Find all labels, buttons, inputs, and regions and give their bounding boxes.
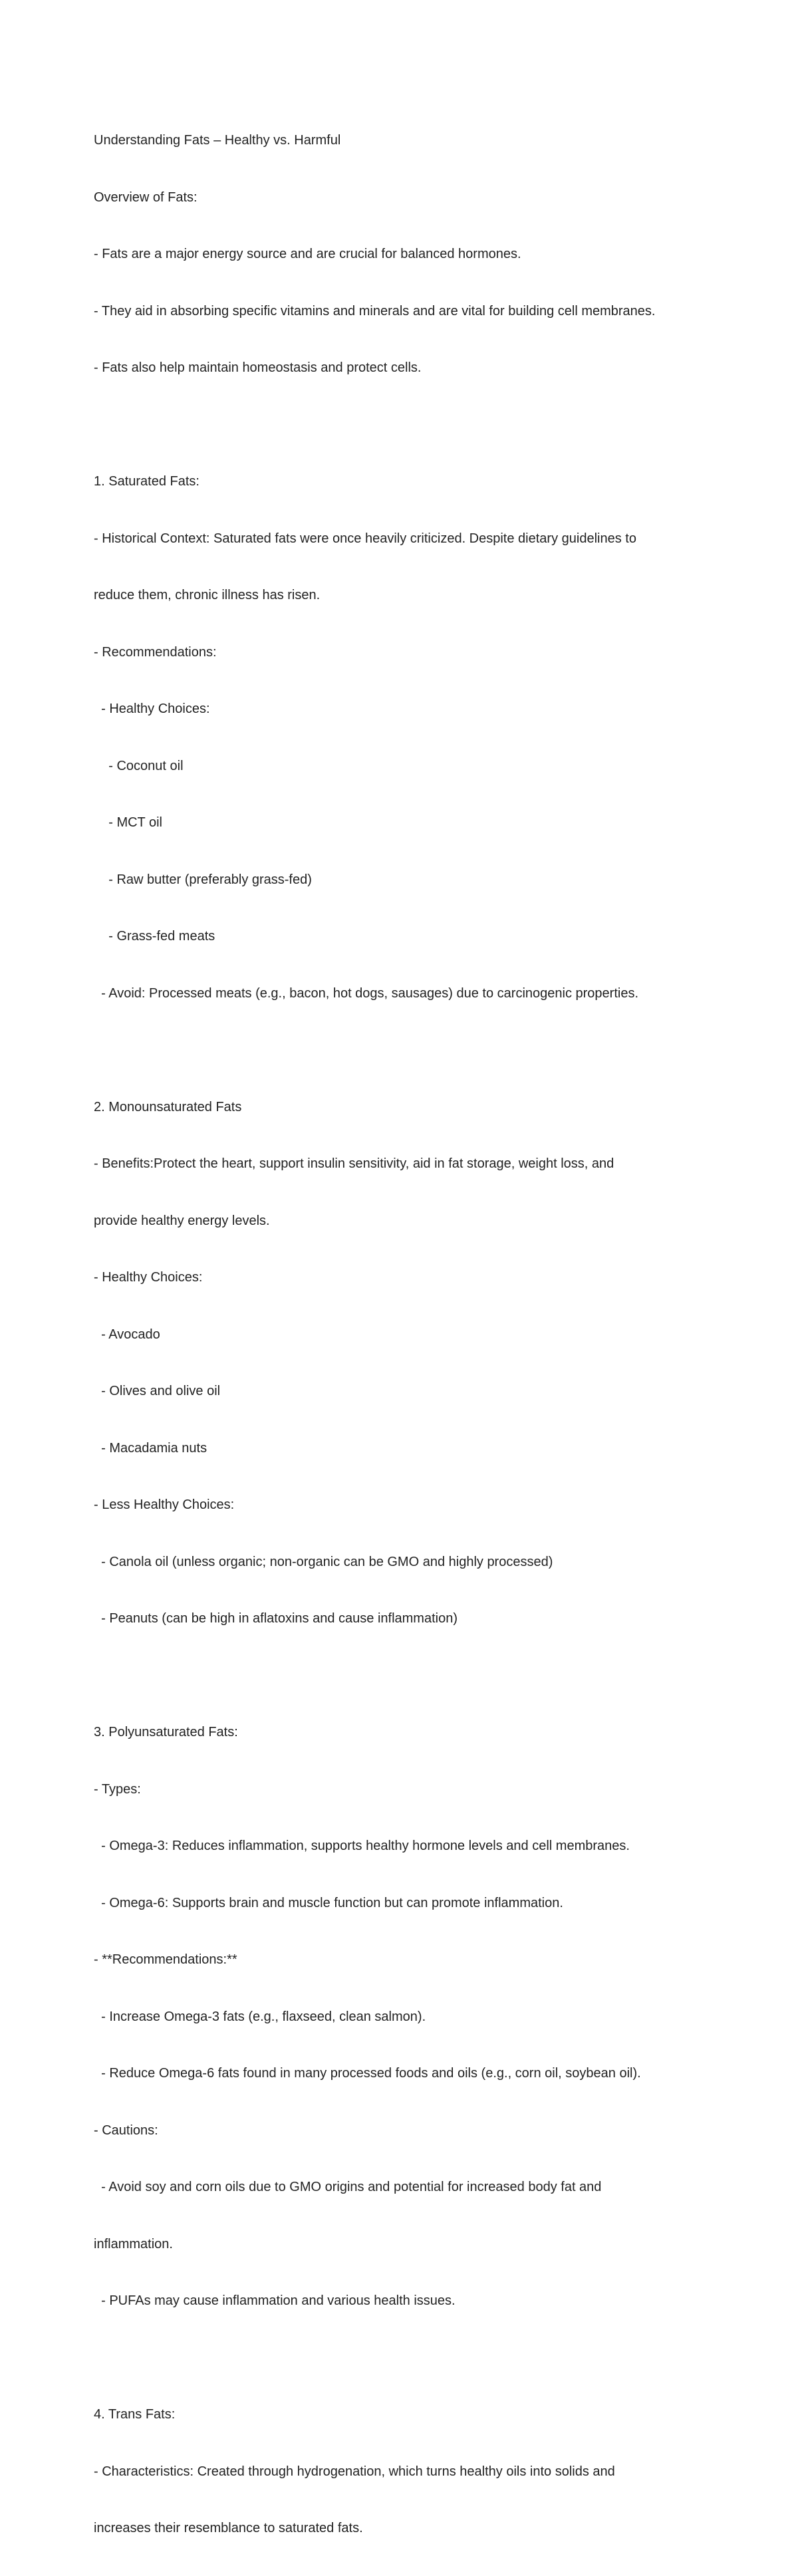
text-line: - Coconut oil [94,758,184,773]
text-line: - Canola oil (unless organic; non-organic can be GMO and highly processed) [94,1554,553,1569]
text-line: - Types: [94,1781,141,1797]
text-line: - Peanuts (can be high in aflatoxins and cause inflammation) [94,1611,458,1626]
text-line: - Olives and olive oil [94,1384,221,1398]
text-line: - Increase Omega-3 fats (e.g., flaxseed, clean salmon). [94,2009,426,2024]
text-line: - Avoid: Processed meats (e.g., bacon, hot dogs, sausages) due to carcinogenic properties. [94,985,638,1001]
section-heading-monounsaturated: 2. Monounsaturated Fats [94,1099,242,1114]
overview-heading: Overview of Fats: [94,190,198,205]
text-line: - Raw butter (preferably grass-fed) [94,872,312,887]
text-line: - Omega-6: Supports brain and muscle function but can promote inflammation. [94,1895,563,1910]
text-line: - Benefits:Protect the heart, support insulin sensitivity, aid in fat storage, weight loss, and [94,1156,614,1171]
document-title: Understanding Fats – Healthy vs. Harmful [94,133,341,148]
text-line: - Fats are a major energy source and are crucial for balanced hormones. [94,247,521,261]
text-line: provide healthy energy levels. [94,1213,270,1228]
blank-line [94,416,712,435]
text-line: - Macadamia nuts [94,1440,207,1456]
text-line: - Avoid soy and corn oils due to GMO origins and potential for increased body fat and [94,2180,602,2194]
text-line: - Less Healthy Choices: [94,1497,235,1512]
text-line: - Healthy Choices: [94,702,210,716]
text-line: - Reduce Omega-6 fats found in many processed foods and oils (e.g., corn oil, soybean oil). [94,2066,641,2081]
text-line: - They aid in absorbing specific vitamins and minerals and are vital for building cell membranes. [94,303,656,319]
text-line: - Recommendations: [94,644,217,660]
text-line: - Characteristics: Created through hydrogenation, which turns healthy oils into solids and [94,2464,615,2479]
text-line: increases their resemblance to saturated fats. [94,2521,363,2535]
text-line: - **Recommendations:** [94,1952,237,1967]
section-heading-polyunsaturated: 3. Polyunsaturated Fats: [94,1725,238,1739]
blank-line [94,1666,712,1686]
text-line: - Cautions: [94,2123,158,2138]
text-line: - Omega-3: Reduces inflammation, supports healthy hormone levels and cell membranes. [94,1839,630,1853]
text-line: - Healthy Choices: [94,1270,203,1285]
blank-line [94,2349,712,2368]
text-line: - MCT oil [94,815,162,830]
document-body [94,93,712,2576]
text-line: - Historical Context: Saturated fats were once heavily criticized. Despite dietary guidelines to [94,531,636,546]
section-heading-trans: 4. Trans Fats: [94,2407,176,2422]
text-line: inflammation. [94,2236,173,2252]
text-line: - Fats also help maintain homeostasis and protect cells. [94,360,422,375]
section-heading-saturated: 1. Saturated Fats: [94,474,200,489]
blank-line [94,1041,712,1060]
text-line: - Grass-fed meats [94,929,215,944]
text-line: - Avocado [94,1327,160,1342]
text-line: - PUFAs may cause inflammation and various health issues. [94,2293,456,2308]
text-line: reduce them, chronic illness has risen. [94,588,321,602]
